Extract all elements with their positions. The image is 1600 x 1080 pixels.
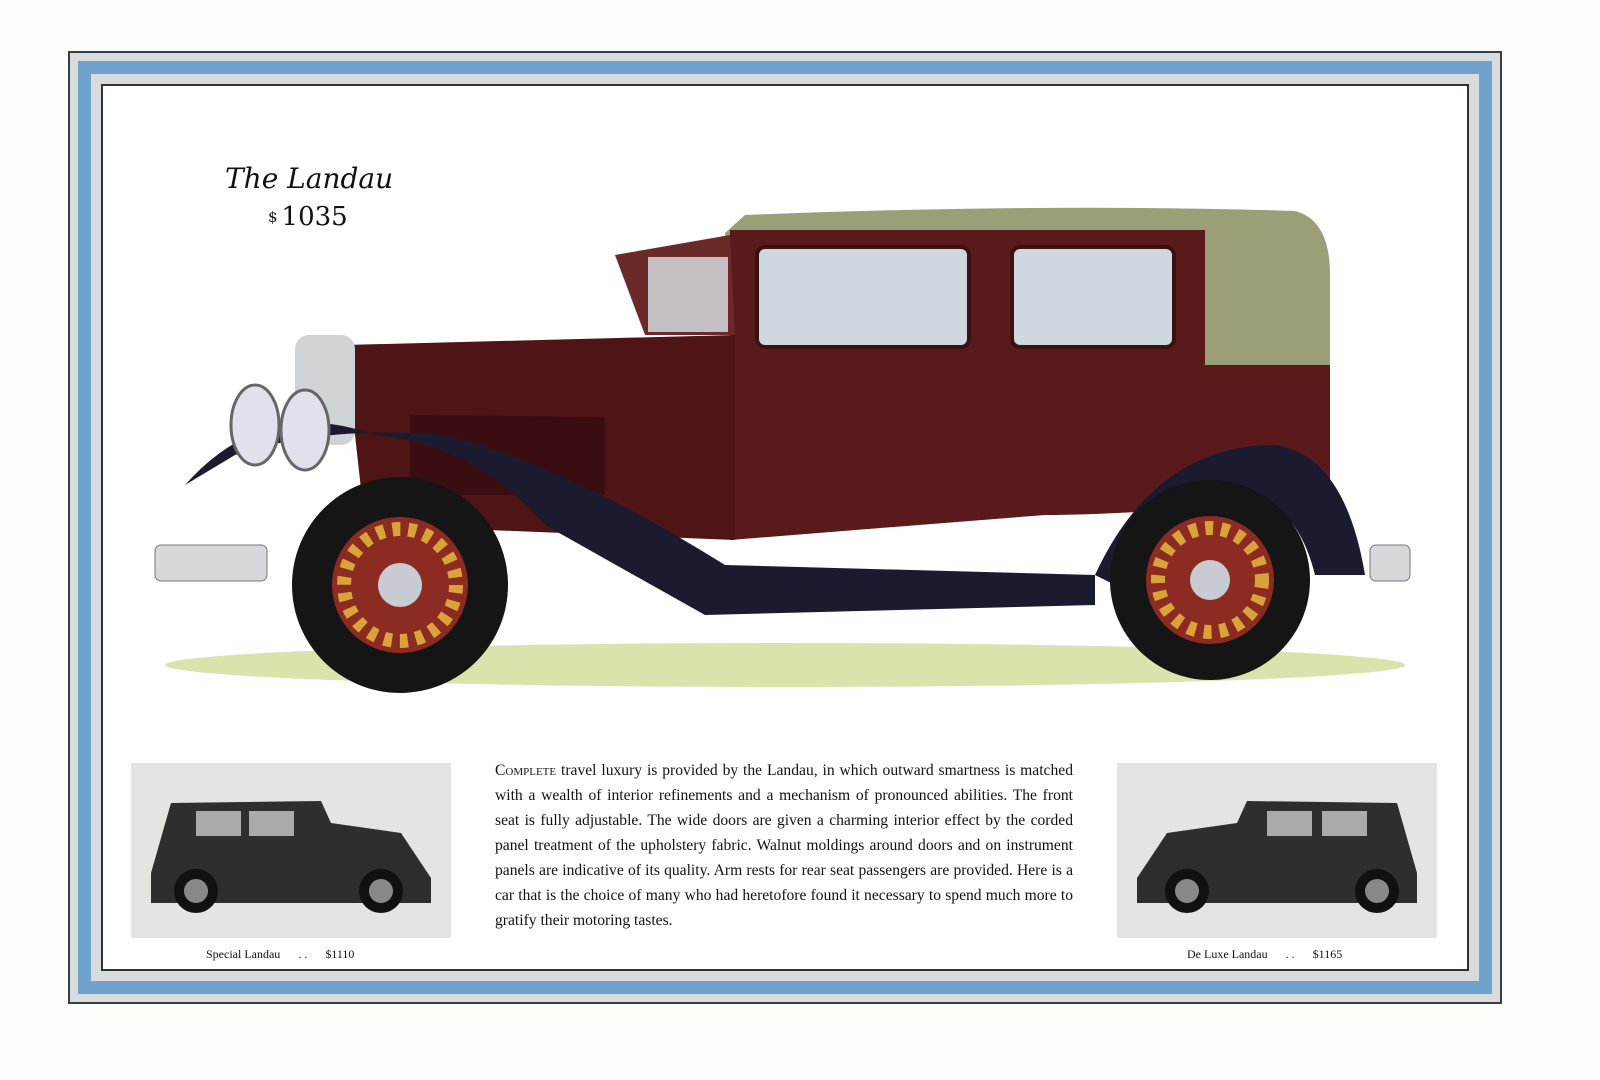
special-landau-photo xyxy=(131,763,451,938)
landau-car-illustration xyxy=(145,195,1415,715)
deluxe-landau-caption: De Luxe Landau . . $1165 xyxy=(1187,947,1343,961)
deluxe-landau-photo xyxy=(1117,763,1437,938)
main-price: $ 1035 xyxy=(268,202,348,232)
page-title: The Landau xyxy=(225,162,394,195)
description-paragraph: Complete travel luxury is provided by the Landau, in which outward smartness is matched with a wealth of interior refinements and a mechanism of pronounced abilities. The front seat is fully adjustable. The wide doors are given a charming interior effect by the corded panel treatment of the upholstery fabric. Walnut moldings around doors and on instrument panels are indicative of its quality. Arm rests for rear seat passengers are provided. Here is a car that is the choice of many who had heretofore found it necessary to spend much more to gratify their motoring tastes. xyxy=(495,762,1073,929)
special-landau-caption: Special Landau . . $1110 xyxy=(206,947,355,961)
